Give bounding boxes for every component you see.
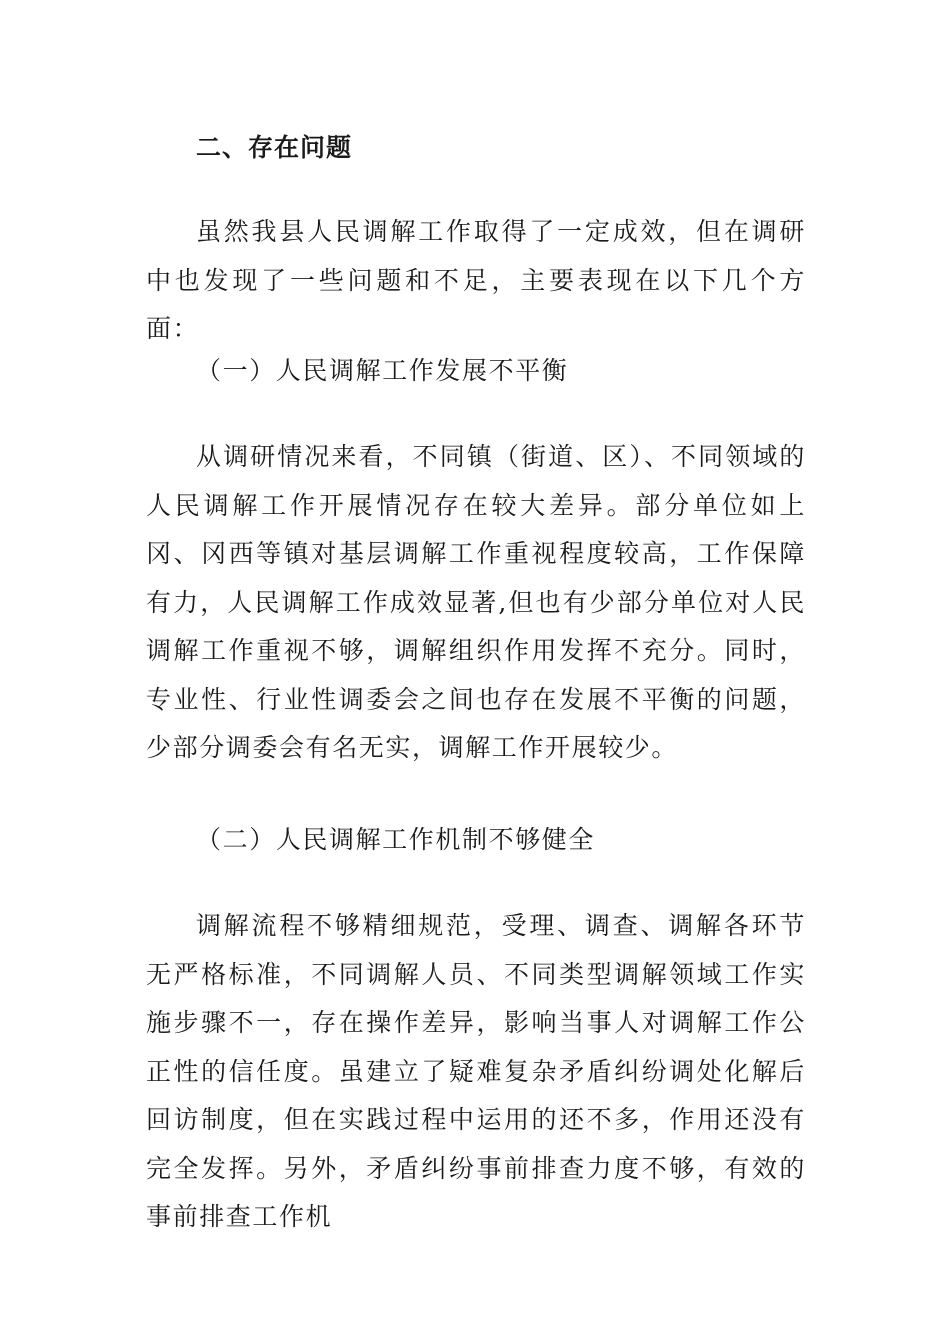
subheading-mechanism: （二）人民调解工作机制不够健全	[196, 825, 596, 854]
subheading-imbalance: （一）人民调解工作发展不平衡	[196, 356, 569, 385]
imbalance-paragraph: 从调研情况来看，不同镇（街道、区）、不同领域的人民调解工作开展情况存在较大差异。部分单位如上冈、冈西等镇对基层调解工作重视程度较高，工作保障有力，人民调解工作成效显著,但也有少部分单位对人民调解工作重视不够，调解组织作用发挥不充分。同时，专业性、行业性调委会之间也存在发展不平衡的问题，少部分调委会有名无实，调解工作开展较少。	[146, 442, 806, 762]
mechanism-paragraph: 调解流程不够精细规范，受理、调查、调解各环节无严格标准，不同调解人员、不同类型调解领域工作实施步骤不一，存在操作差异，影响当事人对调解工作公正性的信任度。虽建立了疑难复杂矛盾纠纷调处化解后回访制度，但在实践过程中运用的还不多，作用还没有完全发挥。另外，矛盾纠纷事前排查力度不够，有效的事前排查工作机	[146, 911, 806, 1231]
intro-paragraph: 虽然我县人民调解工作取得了一定成效，但在调研中也发现了一些问题和不足，主要表现在以下几个方面：	[146, 217, 806, 343]
section-heading: 二、存在问题	[196, 133, 353, 162]
